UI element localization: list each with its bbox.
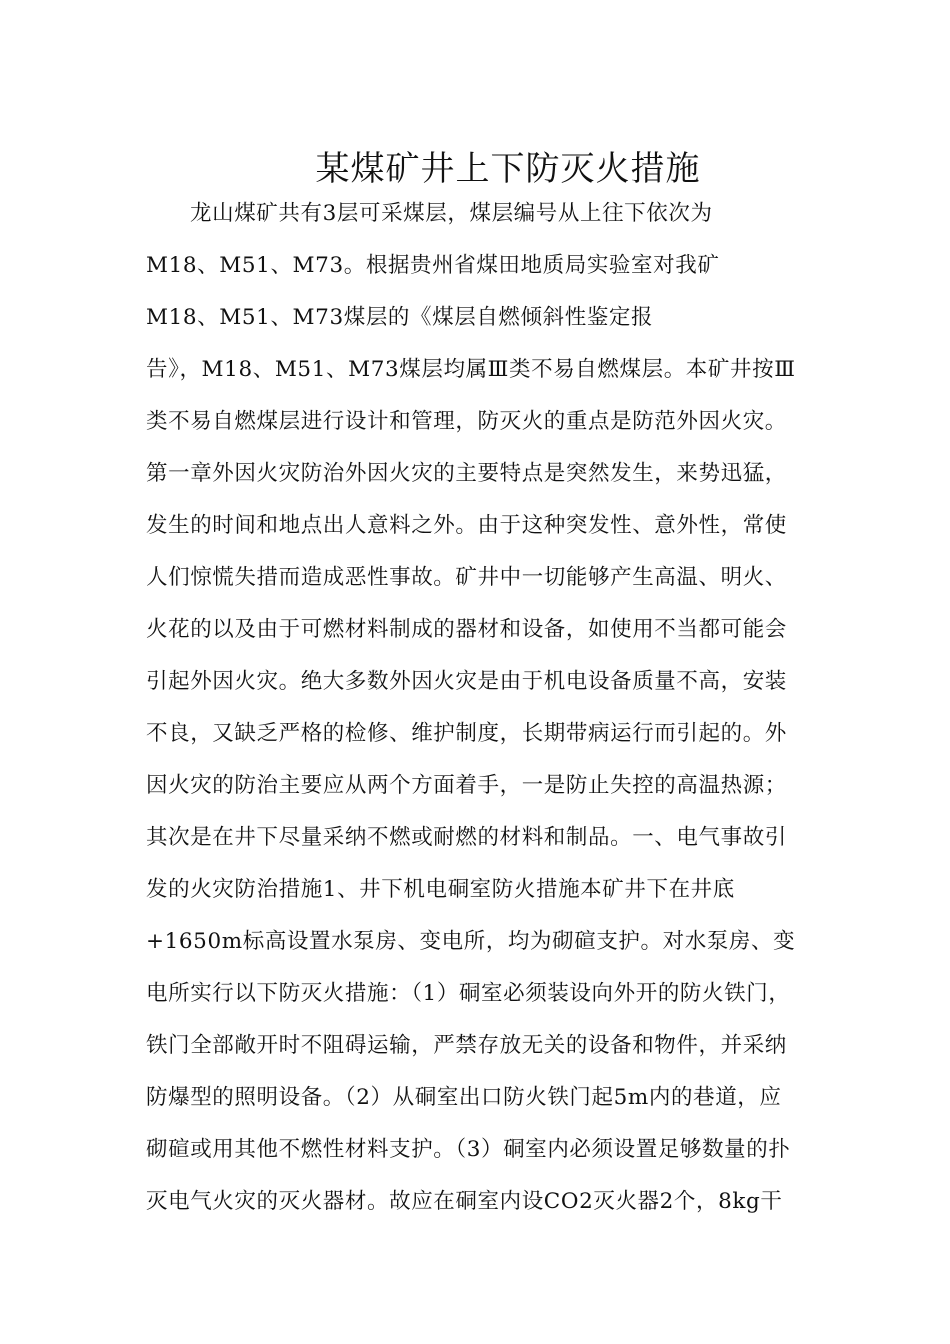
- paragraph-line: +1650m标高设置水泵房、变电所，均为砌碹支护。对水泵房、变: [146, 929, 796, 954]
- paragraph-line: 龙山煤矿共有3层可采煤层，煤层编号从上往下依次为: [190, 201, 713, 226]
- paragraph-line: 发的火灾防治措施1、井下机电硐室防火措施本矿井下在井底: [146, 877, 735, 902]
- paragraph-line: M18、M51、M73。根据贵州省煤田地质局实验室对我矿: [146, 253, 720, 278]
- paragraph-line: 不良，又缺乏严格的检修、维护制度，长期带病运行而引起的。外: [146, 721, 787, 746]
- paragraph-line: 发生的时间和地点出人意料之外。由于这种突发性、意外性，常使: [146, 513, 787, 538]
- paragraph-line: 铁门全部敞开时不阻碍运输，严禁存放无关的设备和物件，并采纳: [146, 1033, 787, 1058]
- paragraph-line: 灭电气火灾的灭火器材。故应在硐室内设CO2灭火器2个，8kg干: [146, 1189, 783, 1214]
- paragraph-line: 第一章外因火灾防治外因火灾的主要特点是突然发生，来势迅猛，: [146, 461, 787, 486]
- paragraph-line: 人们惊慌失措而造成恶性事故。矿井中一切能够产生高温、明火、: [146, 565, 787, 590]
- paragraph-line: 防爆型的照明设备。（2）从硐室出口防火铁门起5m内的巷道，应: [146, 1085, 782, 1110]
- paragraph-line: 告》，M18、M51、M73煤层均属Ⅲ类不易自燃煤层。本矿井按Ⅲ: [146, 357, 796, 382]
- paragraph-line: 其次是在井下尽量采纳不燃或耐燃的材料和制品。一、电气事故引: [146, 825, 787, 850]
- paragraph-line: 类不易自燃煤层进行设计和管理，防灭火的重点是防范外因火灾。: [146, 409, 787, 434]
- paragraph-line: 因火灾的防治主要应从两个方面着手，一是防止失控的高温热源；: [146, 773, 787, 798]
- paragraph-line: M18、M51、M73煤层的《煤层自燃倾斜性鉴定报: [146, 305, 654, 330]
- page-title: 某煤矿井上下防灭火措施: [315, 148, 701, 189]
- paragraph-line: 火花的以及由于可燃材料制成的器材和设备，如使用不当都可能会: [146, 617, 787, 642]
- paragraph-line: 引起外因火灾。绝大多数外因火灾是由于机电设备质量不高，安装: [146, 669, 787, 694]
- paragraph-line: 砌碹或用其他不燃性材料支护。（3）硐室内必须设置足够数量的扑: [146, 1137, 791, 1162]
- paragraph-line: 电所实行以下防灭火措施：（1）硐室必须装设向外开的防火铁门，: [146, 981, 791, 1006]
